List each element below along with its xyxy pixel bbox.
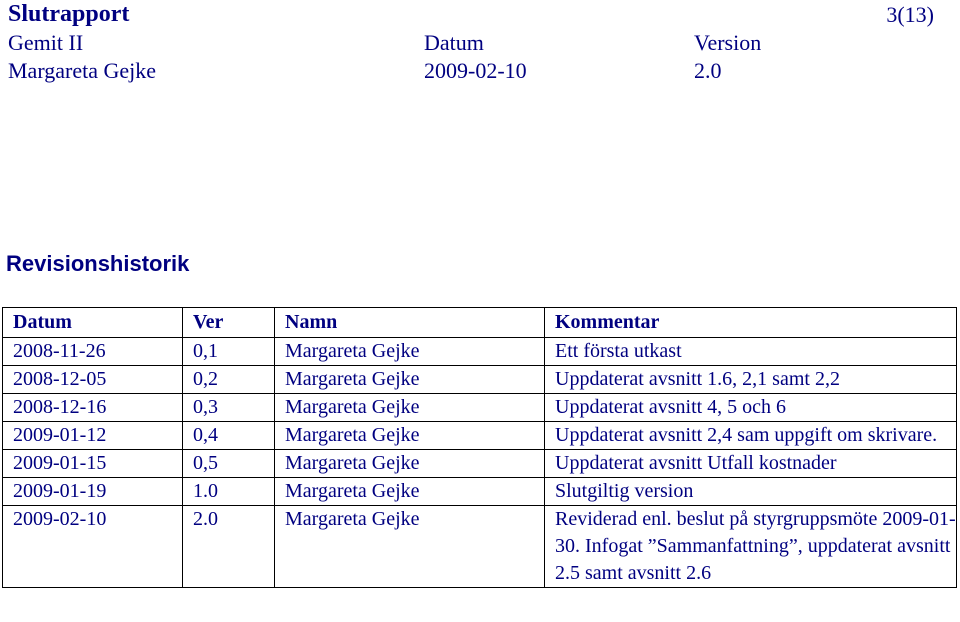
cell-datum: 2009-01-12	[3, 422, 183, 450]
version-label: Version	[694, 30, 762, 55]
cell-kommentar: Uppdaterat avsnitt 2,4 sam uppgift om skrivare.	[545, 422, 957, 450]
table-row	[3, 478, 957, 506]
date-label: Datum	[424, 30, 484, 55]
column-header-datum: Datum	[3, 308, 183, 338]
table-header-row	[3, 308, 957, 338]
cell-datum: 2008-12-16	[3, 394, 183, 422]
column-header-ver: Ver	[183, 308, 275, 338]
table-row	[3, 394, 957, 422]
cell-datum: 2009-01-19	[3, 478, 183, 506]
cell-namn: Margareta Gejke	[275, 338, 545, 366]
revision-history-table	[2, 307, 957, 588]
date-value: 2009-02-10	[424, 58, 527, 83]
cell-ver: 0,3	[183, 394, 275, 422]
column-header-kommentar: Kommentar	[545, 308, 957, 338]
cell-namn: Margareta Gejke	[275, 394, 545, 422]
document-title: Slutrapport	[8, 1, 130, 27]
table-row	[3, 450, 957, 478]
cell-datum: 2009-02-10	[3, 506, 183, 588]
table-row	[3, 422, 957, 450]
table-row	[3, 338, 957, 366]
cell-datum: 2008-11-26	[3, 338, 183, 366]
section-title: Revisionshistorik	[6, 251, 190, 276]
project-name: Gemit II	[8, 30, 84, 55]
cell-datum: 2009-01-15	[3, 450, 183, 478]
version-value: 2.0	[694, 58, 722, 83]
column-header-namn: Namn	[275, 308, 545, 338]
cell-namn: Margareta Gejke	[275, 366, 545, 394]
author-name: Margareta Gejke	[8, 58, 157, 83]
cell-kommentar: Uppdaterat avsnitt Utfall kostnader	[545, 450, 957, 478]
table-row	[3, 506, 957, 588]
cell-kommentar: Uppdaterat avsnitt 1.6, 2,1 samt 2,2	[545, 366, 957, 394]
cell-ver: 0,1	[183, 338, 275, 366]
cell-kommentar: Ett första utkast	[545, 338, 957, 366]
cell-namn: Margareta Gejke	[275, 478, 545, 506]
cell-ver: 0,5	[183, 450, 275, 478]
document-header	[8, 0, 954, 90]
cell-kommentar: Slutgiltig version	[545, 478, 957, 506]
cell-kommentar: Reviderad enl. beslut på styrgruppsmöte 2009-01-30. Infogat ”Sammanfattning”, uppdaterat avsnitt 2.5 samt avsnitt 2.6	[545, 506, 957, 588]
cell-namn: Margareta Gejke	[275, 450, 545, 478]
cell-namn: Margareta Gejke	[275, 506, 545, 588]
cell-datum: 2008-12-05	[3, 366, 183, 394]
cell-ver: 2.0	[183, 506, 275, 588]
cell-ver: 0,4	[183, 422, 275, 450]
cell-ver: 0,2	[183, 366, 275, 394]
cell-namn: Margareta Gejke	[275, 422, 545, 450]
cell-kommentar: Uppdaterat avsnitt 4, 5 och 6	[545, 394, 957, 422]
page-number: 3(13)	[886, 2, 934, 27]
table-row	[3, 366, 957, 394]
cell-ver: 1.0	[183, 478, 275, 506]
